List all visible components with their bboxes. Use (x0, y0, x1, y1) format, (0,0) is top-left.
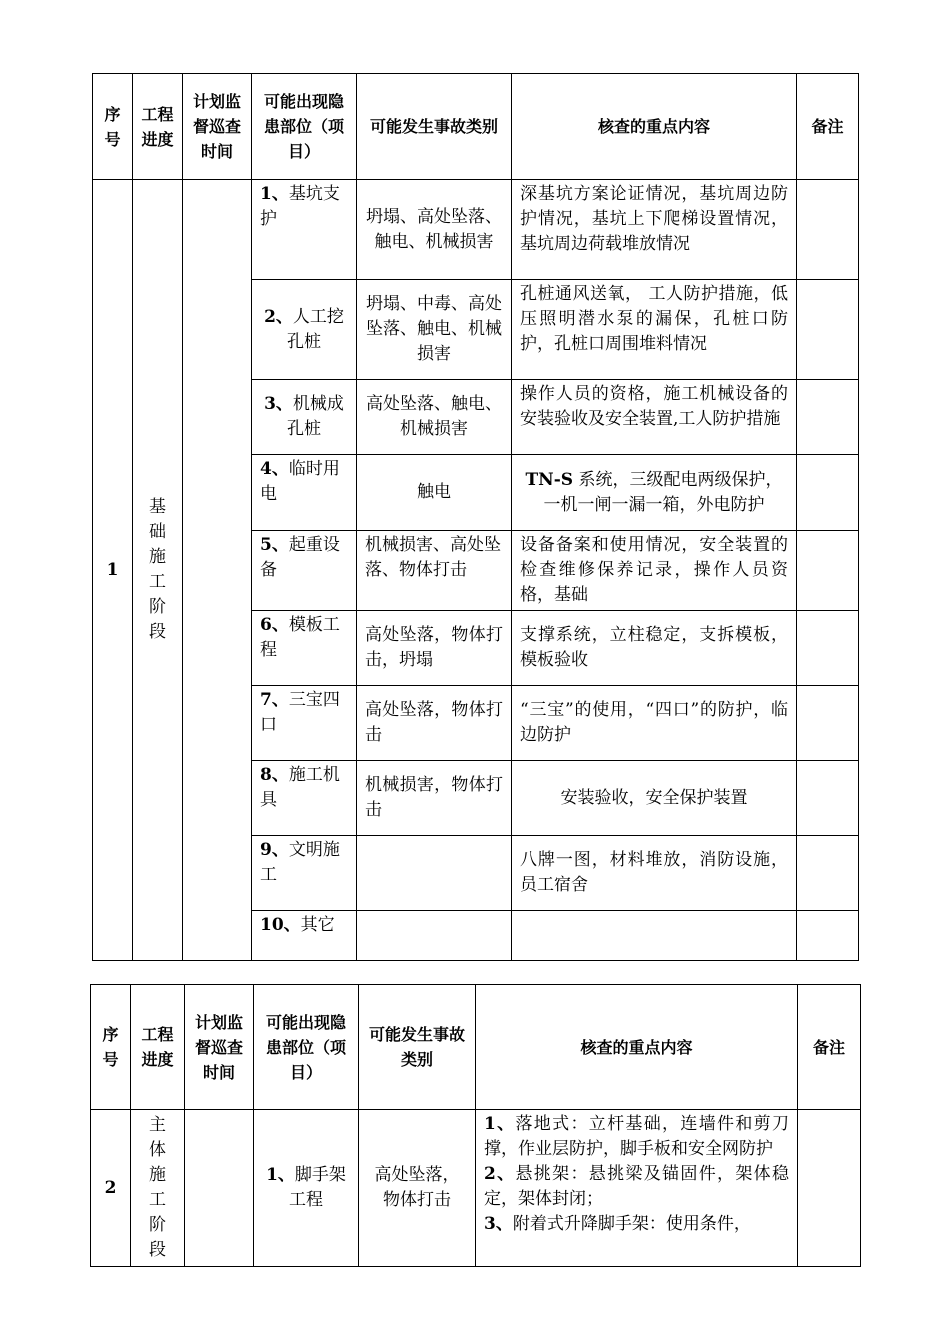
header-row (91, 985, 861, 1110)
item-number: 2、 (264, 306, 293, 327)
item-number: 3、 (264, 394, 293, 414)
accident-cell (357, 911, 512, 961)
header-accident-type: 可能发生事故类别 (359, 985, 476, 1110)
header-hazard-location: 可能出现隐患部位（项目） (252, 74, 357, 180)
content-cell: 深基坑方案论证情况，基坑周边防护情况，基坑上下爬梯设置情况，基坑周边荷载堆放情况 (512, 180, 797, 280)
header-hazard-location: 可能出现隐患部位（项目） (254, 985, 359, 1110)
header-row (93, 74, 859, 180)
item-label: 起重设备 (260, 535, 340, 580)
remark-cell (797, 836, 859, 911)
item-number: 9、 (260, 840, 289, 860)
item-number: 7、 (260, 690, 289, 710)
item-label: 机械成孔桩 (287, 394, 344, 439)
remark-cell (797, 455, 859, 531)
accident-cell: 高处坠落，物体打击 (357, 686, 512, 761)
header-key-content: 核查的重点内容 (512, 74, 797, 180)
item-label: 基坑支护 (260, 184, 340, 229)
remark-cell (797, 611, 859, 686)
tns-label: TN-S (525, 469, 574, 490)
stage-cell: 基 础 施 工 阶 段 (133, 180, 183, 961)
item-number: 1、 (260, 184, 289, 204)
content-cell: 操作人员的资格，施工机械设备的安装验收及安全装置,工人防护措施 (512, 380, 797, 455)
item-label: 脚手架工程 (289, 1165, 346, 1210)
header-plan-time: 计划监督巡查时间 (183, 74, 252, 180)
seq-cell: 2 (91, 1110, 131, 1267)
content-cell (476, 1110, 798, 1267)
content-cell: TN-S 系统，三级配电两级保护，一机一闸一漏一箱，外电防护 (512, 455, 797, 531)
stage-cell: 主 体 施 工 阶 段 (131, 1110, 185, 1267)
remark-cell (797, 686, 859, 761)
item-label: 施工机具 (260, 765, 340, 810)
content-cell: “三宝”的使用，“四口”的防护，临边防护 (512, 686, 797, 761)
accident-cell: 坍塌、中毒、高处坠落、触电、机械损害 (357, 280, 512, 380)
remark-cell (797, 761, 859, 836)
header-remark: 备注 (797, 74, 859, 180)
header-seq: 序号 (93, 74, 133, 180)
accident-cell (357, 836, 512, 911)
item-label: 其它 (300, 915, 335, 935)
remark-cell (797, 380, 859, 455)
content-line: 2、悬挑架：悬挑梁及锚固件，架体稳定，架体封闭； (484, 1164, 789, 1209)
header-progress: 工程进度 (133, 74, 183, 180)
accident-cell: 高处坠落，物体打击 (359, 1110, 476, 1267)
item-number: 10、 (260, 915, 301, 935)
content-line: 1、落地式：立杆基础，连墙件和剪刀撑，作业层防护，脚手板和安全网防护 (484, 1114, 789, 1159)
item-label: 三宝四口 (260, 690, 340, 735)
content-cell: 孔桩通风送氧， 工人防护措施，低压照明潜水泵的漏保，孔桩口防护，孔桩口周围堆料情况 (512, 280, 797, 380)
content-cell: 八牌一图，材料堆放，消防设施，员工宿舍 (512, 836, 797, 911)
accident-cell: 机械损害，物体打击 (357, 761, 512, 836)
table-row (91, 1110, 861, 1267)
item-number: 1、 (266, 1165, 295, 1185)
table-row (93, 180, 859, 280)
item-number: 5、 (260, 535, 289, 555)
item-label: 模板工程 (260, 615, 340, 660)
accident-cell: 坍塌、高处坠落、触电、机械损害 (357, 180, 512, 280)
seq-cell: 1 (93, 180, 133, 961)
header-plan-time: 计划监督巡查时间 (185, 985, 254, 1110)
content-line: 3、附着式升降脚手架：使用条件， (484, 1214, 751, 1234)
remark-cell (797, 911, 859, 961)
item-label: 人工挖孔桩 (287, 306, 344, 352)
item-number: 6、 (260, 615, 289, 635)
content-cell: 设备备案和使用情况，安全装置的检查维修保养记录，操作人员资格，基础 (512, 531, 797, 611)
content-cell: 支撑系统，立柱稳定，支拆模板，模板验收 (512, 611, 797, 686)
accident-cell: 高处坠落、触电、机械损害 (357, 380, 512, 455)
inspection-table-1 (92, 73, 859, 961)
accident-cell: 机械损害、高处坠落、物体打击 (357, 531, 512, 611)
plan-time-cell (185, 1110, 254, 1267)
accident-cell: 触电 (357, 455, 512, 531)
content-cell (512, 911, 797, 961)
item-number: 8、 (260, 765, 289, 785)
header-accident-type: 可能发生事故类别 (357, 74, 512, 180)
item-number: 4、 (260, 459, 289, 479)
item-label: 文明施工 (260, 840, 340, 885)
content-cell: 安装验收，安全保护装置 (512, 761, 797, 836)
header-key-content: 核查的重点内容 (476, 985, 798, 1110)
remark-cell (797, 180, 859, 280)
header-progress: 工程进度 (131, 985, 185, 1110)
header-seq: 序号 (91, 985, 131, 1110)
plan-time-cell (183, 180, 252, 961)
remark-cell (797, 280, 859, 380)
remark-cell (797, 531, 859, 611)
header-remark: 备注 (798, 985, 861, 1110)
item-label: 临时用电 (260, 459, 340, 504)
inspection-table-2 (90, 984, 861, 1267)
accident-cell: 高处坠落，物体打击，坍塌 (357, 611, 512, 686)
remark-cell (798, 1110, 861, 1267)
